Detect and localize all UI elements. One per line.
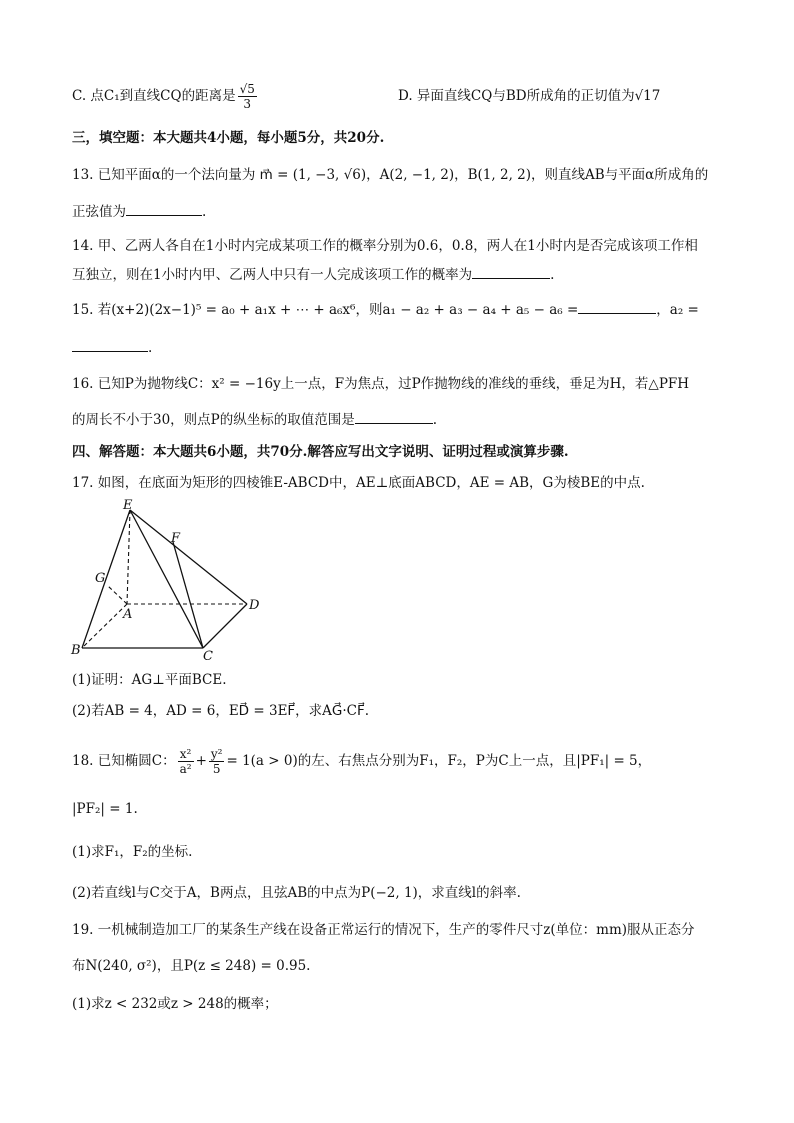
q15-line1 <box>72 300 732 320</box>
edge-AB <box>82 604 127 648</box>
q18-plus: + <box>195 753 207 769</box>
label-F: F <box>171 531 181 546</box>
edge-CF <box>173 542 203 648</box>
answer-blank <box>355 411 433 424</box>
option-d-text: D. 异面直线CQ与BD所成角的正切值为√17 <box>398 88 661 104</box>
q16-line2-text: 的周长不小于30，则点P的纵坐标的取值范围是 <box>72 412 355 428</box>
q18-stem-a: 18. 已知椭圆C： <box>72 753 176 769</box>
answer-blank <box>72 339 148 352</box>
answer-blank <box>126 203 202 216</box>
fraction-denominator: a² <box>179 762 192 776</box>
q19-part1: (1)求z < 232或z > 248的概率； <box>72 996 278 1012</box>
fraction-numerator: x² <box>178 747 194 762</box>
q15-mid-text: ，a₂ = <box>656 302 699 318</box>
label-A: A <box>123 607 133 622</box>
fraction-numerator: √5 <box>239 82 255 96</box>
q17-part1: (1)证明：AG⊥平面BCE. <box>72 672 227 688</box>
option-c-text: C. 点C₁到直线CQ的距离是 <box>72 88 236 104</box>
q14-line2-text: 互独立，则在1小时内甲、乙两人中只有一人完成该项工作的概率为 <box>72 267 473 283</box>
q14-line2: 互独立，则在1小时内甲、乙两人中只有一人完成该项工作的概率为 . <box>72 267 555 283</box>
option-c-fraction <box>238 82 257 111</box>
q18-fraction-x <box>178 747 194 776</box>
q18-stem <box>72 746 732 776</box>
edge-CD <box>203 604 247 648</box>
edge-EA <box>127 510 130 604</box>
q18-stem-b: = 1(a > 0)的左、右焦点分别为F₁，F₂，P为C上一点，且|PF₁| = 5， <box>226 753 652 769</box>
q16-line1: 16. 已知P为抛物线C：x² = −16y上一点，F为焦点，过P作抛物线的准线的垂线，垂足为H，若△PFH <box>72 376 690 392</box>
q19-line2: 布N(240, σ²)，且P(z ≤ 248) = 0.95. <box>72 958 311 974</box>
q13-line2-text: 正弦值为 <box>72 204 126 220</box>
fraction-denominator: 5 <box>212 762 221 776</box>
q14-line1: 14. 甲、乙两人各自在1小时内完成某项工作的概率分别为0.6，0.8，两人在1小时内是否完成该项工作相 <box>72 238 698 254</box>
q19-line1: 19. 一机械制造加工厂的某条生产线在设备正常运行的情况下，生产的零件尺寸z(单位：mm)服从正态分 <box>72 922 695 938</box>
edge-AG <box>108 586 127 604</box>
q18-line2: |PF₂| = 1. <box>72 801 138 817</box>
q13-line1: 13. 已知平面α的一个法向量为 m⃗ = (1, −3, √6)，A(2, −1, 2)，B(1, 2, 2)，则直线AB与平面α所成角的 <box>72 167 709 183</box>
label-E: E <box>123 498 133 513</box>
edge-EB <box>82 510 133 648</box>
label-G: G <box>95 571 106 586</box>
label-C: C <box>203 649 213 664</box>
label-D: D <box>249 598 260 613</box>
option-c <box>72 82 259 111</box>
q18-fraction-y <box>209 747 225 776</box>
fraction-denominator: 3 <box>243 97 252 111</box>
q18-part1: (1)求F₁，F₂的坐标. <box>72 844 193 860</box>
q15-line2: . <box>72 338 732 358</box>
q17-stem: 17. 如图，在底面为矩形的四棱锥E-ABCD中，AE⊥底面ABCD，AE = AB，G为棱BE的中点. <box>72 475 645 491</box>
answer-blank <box>578 301 656 314</box>
q18-part2: (2)若直线l与C交于A，B两点，且弦AB的中点为P(−2, 1)，求直线l的斜率. <box>72 885 521 901</box>
section3-heading: 三，填空题：本大题共4小题，每小题5分，共20分. <box>72 130 385 146</box>
fraction-numerator: y² <box>210 747 223 761</box>
section4-heading: 四、解答题：本大题共6小题，共70分.解答应写出文字说明、证明过程或演算步骤. <box>72 444 569 460</box>
label-B: B <box>71 643 81 658</box>
option-d <box>398 84 660 104</box>
q13-line2: 正弦值为 . <box>72 204 207 220</box>
pyramid-figure <box>66 496 276 666</box>
q16-line2: 的周长不小于30，则点P的纵坐标的取值范围是 . <box>72 412 438 428</box>
answer-blank <box>472 266 550 279</box>
q15-line1-text: 15. 若(x+2)(2x−1)⁵ = a₀ + a₁x + ⋯ + a₆x⁶，则a₁ − a₂ + a₃ − a₄ + a₅ − a₆ = <box>72 302 579 318</box>
edge-EC <box>130 510 203 648</box>
q17-part2: (2)若AB = 4，AD = 6，ED⃗ = 3EF⃗，求AG⃗·CF⃗. <box>72 703 370 719</box>
edge-ED <box>130 510 247 604</box>
